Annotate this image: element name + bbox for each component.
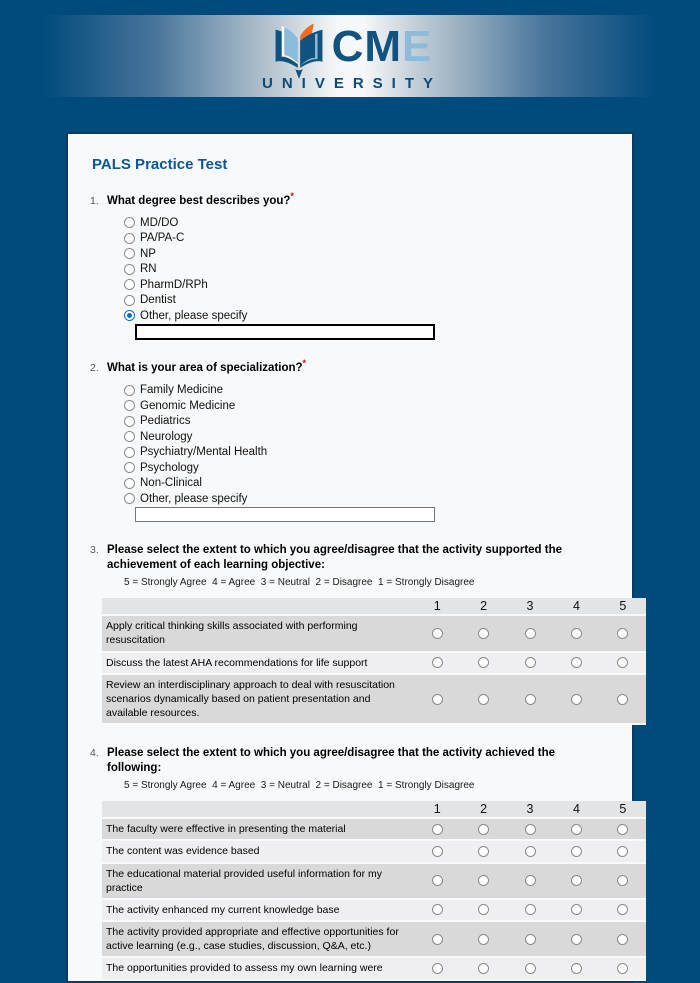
- radio-option[interactable]: [124, 398, 610, 414]
- scale-column-header: 3: [526, 599, 534, 614]
- matrix-cell-4: [553, 904, 599, 915]
- matrix-cell-2: [460, 694, 506, 705]
- radio-button[interactable]: [617, 904, 628, 915]
- radio-button[interactable]: [432, 963, 443, 974]
- matrix-cell-1: [414, 875, 460, 886]
- radio-option[interactable]: [124, 292, 610, 308]
- radio-button[interactable]: [617, 875, 628, 886]
- logo-university-text: UNIVERSITY: [261, 74, 442, 92]
- matrix-cell-1: [414, 963, 460, 974]
- radio-button[interactable]: [571, 628, 582, 639]
- matrix-cell-4: [553, 963, 599, 974]
- matrix-cell-4: [553, 934, 599, 945]
- matrix-row-label: The content was evidence based: [106, 845, 260, 858]
- scale-column-header: 4: [572, 802, 580, 817]
- matrix-header-row: [102, 801, 646, 819]
- cme-university-logo: [258, 21, 442, 92]
- question-text: What is your area of specialization?*: [107, 358, 307, 375]
- question-1-options: [124, 215, 610, 324]
- radio-button[interactable]: [571, 963, 582, 974]
- radio-button[interactable]: [525, 846, 536, 857]
- radio-option[interactable]: [124, 215, 610, 231]
- radio-button[interactable]: [124, 478, 135, 489]
- radio-button[interactable]: [571, 904, 582, 915]
- radio-button[interactable]: [124, 447, 135, 458]
- matrix-row-label: The faculty were effective in presenting the material: [106, 823, 346, 836]
- option-label: Non-Clinical: [140, 477, 202, 490]
- radio-button[interactable]: [525, 934, 536, 945]
- radio-option[interactable]: [124, 277, 610, 293]
- radio-button[interactable]: [124, 233, 135, 244]
- matrix-cell-2: [460, 846, 506, 857]
- matrix-cell-4: [553, 824, 599, 835]
- open-book-icon: [268, 21, 330, 79]
- scale-column-header: 5: [619, 599, 627, 614]
- scale-legend: 5 = Strongly Agree 4 = Agree 3 = Neutral 2 = Disagree 1 = Strongly Disagree: [124, 577, 475, 589]
- matrix-cell-3: [507, 824, 553, 835]
- matrix-cell-3: [507, 657, 553, 668]
- matrix-cell-5: [600, 628, 646, 639]
- scale-column-header: 5: [619, 802, 627, 817]
- matrix-cell-3: [507, 694, 553, 705]
- option-label: Other, please specify: [140, 309, 248, 322]
- radio-button[interactable]: [124, 295, 135, 306]
- matrix-cell-2: [460, 824, 506, 835]
- matrix-cell-1: [414, 694, 460, 705]
- question-3: [90, 543, 627, 725]
- matrix-cell-1: [414, 824, 460, 835]
- matrix-cell-1: [414, 657, 460, 668]
- matrix-cell-1: [414, 934, 460, 945]
- radio-button[interactable]: [525, 694, 536, 705]
- option-label: Neurology: [140, 430, 193, 443]
- matrix-cell-3: [507, 628, 553, 639]
- radio-button[interactable]: [124, 310, 135, 321]
- radio-button[interactable]: [617, 628, 628, 639]
- radio-button[interactable]: [124, 416, 135, 427]
- radio-button[interactable]: [525, 657, 536, 668]
- matrix-header-row: [102, 598, 646, 616]
- option-label: NP: [140, 247, 156, 260]
- header-top-strip: [0, 0, 700, 15]
- radio-button[interactable]: [478, 934, 489, 945]
- radio-option[interactable]: [124, 413, 610, 429]
- matrix-cell-4: [553, 657, 599, 668]
- matrix-header-spacer: [102, 806, 414, 812]
- radio-button[interactable]: [432, 904, 443, 915]
- radio-button[interactable]: [478, 875, 489, 886]
- radio-button[interactable]: [617, 934, 628, 945]
- matrix-cell-4: [553, 875, 599, 886]
- survey-card: [66, 132, 634, 983]
- matrix-row-label: Review an interdisciplinary approach to deal with resuscitation scenarios dynamically based on patient presentation and available resources.: [106, 678, 395, 720]
- radio-button[interactable]: [478, 628, 489, 639]
- radio-button[interactable]: [124, 431, 135, 442]
- question-number: 4.: [90, 747, 99, 760]
- matrix-cell-2: [460, 628, 506, 639]
- radio-button[interactable]: [124, 264, 135, 275]
- radio-option[interactable]: [124, 491, 610, 507]
- matrix-cell-5: [600, 904, 646, 915]
- radio-button[interactable]: [124, 248, 135, 259]
- radio-button[interactable]: [124, 279, 135, 290]
- required-asterisk: *: [290, 191, 294, 202]
- radio-button[interactable]: [571, 875, 582, 886]
- option-label: Dentist: [140, 294, 176, 307]
- logo-cme-text: CME: [331, 21, 433, 71]
- matrix-row-label: Discuss the latest AHA recommendations for life support: [106, 656, 368, 669]
- radio-button[interactable]: [478, 904, 489, 915]
- radio-button[interactable]: [432, 824, 443, 835]
- scale-column-header: 4: [572, 599, 580, 614]
- radio-button[interactable]: [525, 824, 536, 835]
- radio-button[interactable]: [617, 846, 628, 857]
- page-title: PALS Practice Test: [92, 156, 228, 173]
- matrix-cell-2: [460, 904, 506, 915]
- scale-column-header: 2: [480, 802, 488, 817]
- question-number: 3.: [90, 544, 99, 557]
- question-text: What degree best describes you?*: [107, 191, 294, 207]
- matrix-row: [102, 653, 646, 675]
- matrix-cell-3: [507, 963, 553, 974]
- matrix-row-label: The opportunities provided to assess my own learning were: [106, 962, 383, 975]
- radio-button[interactable]: [124, 462, 135, 473]
- matrix-row: [102, 841, 646, 863]
- scale-column-header: 1: [433, 802, 441, 817]
- other-specify-input[interactable]: [135, 324, 435, 340]
- radio-option[interactable]: [124, 230, 610, 246]
- matrix-cell-5: [600, 875, 646, 886]
- radio-button[interactable]: [478, 824, 489, 835]
- question-2-options: [124, 382, 610, 506]
- radio-option[interactable]: [124, 460, 610, 476]
- scale-column-header: 1: [433, 599, 441, 614]
- radio-button[interactable]: [525, 628, 536, 639]
- matrix-cell-2: [460, 875, 506, 886]
- radio-button[interactable]: [571, 824, 582, 835]
- matrix-row-label: The activity enhanced my current knowledge base: [106, 903, 340, 916]
- matrix-header-spacer: [102, 603, 414, 609]
- matrix-cell-3: [507, 846, 553, 857]
- matrix-cell-5: [600, 846, 646, 857]
- scale-column-header: 2: [480, 599, 488, 614]
- radio-option[interactable]: [124, 246, 610, 262]
- radio-button[interactable]: [124, 385, 135, 396]
- option-label: Genomic Medicine: [140, 399, 236, 412]
- matrix-row: [102, 616, 646, 652]
- radio-option[interactable]: [124, 382, 610, 398]
- question-4: [90, 746, 627, 980]
- option-label: Pediatrics: [140, 415, 191, 428]
- radio-button[interactable]: [432, 657, 443, 668]
- radio-button[interactable]: [478, 963, 489, 974]
- option-label: Other, please specify: [140, 492, 248, 505]
- matrix-cell-5: [600, 657, 646, 668]
- matrix-cell-2: [460, 963, 506, 974]
- matrix-cell-4: [553, 628, 599, 639]
- option-label: Psychiatry/Mental Health: [140, 446, 268, 459]
- matrix-rows: [102, 616, 646, 725]
- question-number: 1.: [90, 195, 99, 207]
- radio-button[interactable]: [571, 934, 582, 945]
- matrix-cell-5: [600, 694, 646, 705]
- radio-option[interactable]: [124, 429, 610, 445]
- matrix-cell-1: [414, 904, 460, 915]
- option-label: Psychology: [140, 461, 199, 474]
- matrix-row: [102, 675, 646, 726]
- radio-button[interactable]: [124, 493, 135, 504]
- matrix-cell-4: [553, 694, 599, 705]
- radio-button[interactable]: [571, 846, 582, 857]
- option-label: RN: [140, 263, 157, 276]
- radio-option[interactable]: [124, 261, 610, 277]
- matrix-cell-1: [414, 628, 460, 639]
- question-2: [90, 358, 610, 522]
- question-number: 2.: [90, 362, 99, 375]
- radio-button[interactable]: [478, 657, 489, 668]
- question-text: Please select the extent to which you agree/disagree that the activity achieved the following:: [107, 747, 556, 775]
- radio-button[interactable]: [478, 846, 489, 857]
- radio-option[interactable]: [124, 308, 610, 324]
- radio-button[interactable]: [432, 846, 443, 857]
- option-label: PA/PA-C: [140, 232, 185, 245]
- matrix-cell-2: [460, 657, 506, 668]
- matrix-cell-3: [507, 875, 553, 886]
- matrix-cell-3: [507, 904, 553, 915]
- matrix-row-label: The educational material provided useful information for my practice: [106, 867, 383, 894]
- radio-button[interactable]: [571, 657, 582, 668]
- matrix-cell-1: [414, 846, 460, 857]
- radio-button[interactable]: [617, 657, 628, 668]
- matrix-cell-2: [460, 934, 506, 945]
- matrix-row: [102, 958, 646, 980]
- required-asterisk: *: [302, 358, 307, 369]
- question-1: [90, 191, 610, 340]
- matrix-cell-5: [600, 963, 646, 974]
- radio-button[interactable]: [124, 400, 135, 411]
- radio-button[interactable]: [525, 963, 536, 974]
- matrix-cell-3: [507, 934, 553, 945]
- matrix-row: [102, 900, 646, 922]
- matrix-row: [102, 864, 646, 900]
- matrix-row-label: The activity provided appropriate and effective opportunities for active learning (e.g., case studies, discussion, Q&A, etc.): [106, 926, 399, 953]
- matrix-row: [102, 922, 646, 958]
- radio-button[interactable]: [432, 628, 443, 639]
- other-specify-input[interactable]: [135, 507, 435, 522]
- scale-legend: 5 = Strongly Agree 4 = Agree 3 = Neutral 2 = Disagree 1 = Strongly Disagree: [124, 780, 475, 792]
- matrix-row: [102, 819, 646, 841]
- radio-button[interactable]: [432, 694, 443, 705]
- radio-button[interactable]: [432, 875, 443, 886]
- radio-button[interactable]: [617, 963, 628, 974]
- matrix-cell-4: [553, 846, 599, 857]
- question-text: Please select the extent to which you agree/disagree that the activity supported the achievement of each learning objective:: [107, 544, 563, 572]
- radio-button[interactable]: [124, 217, 135, 228]
- radio-option[interactable]: [124, 444, 610, 460]
- radio-button[interactable]: [525, 904, 536, 915]
- option-label: PharmD/RPh: [140, 278, 208, 291]
- matrix-cell-5: [600, 934, 646, 945]
- question-3-matrix: [102, 598, 646, 725]
- option-label: Family Medicine: [140, 384, 224, 397]
- option-label: MD/DO: [140, 216, 179, 229]
- radio-button[interactable]: [432, 934, 443, 945]
- question-4-matrix: [102, 801, 646, 980]
- radio-button[interactable]: [617, 694, 628, 705]
- radio-button[interactable]: [525, 875, 536, 886]
- radio-button[interactable]: [571, 694, 582, 705]
- matrix-row-label: Apply critical thinking skills associated with performing resuscitation: [106, 620, 358, 647]
- radio-button[interactable]: [478, 694, 489, 705]
- matrix-cell-5: [600, 824, 646, 835]
- radio-button[interactable]: [617, 824, 628, 835]
- scale-column-header: 3: [526, 802, 534, 817]
- radio-option[interactable]: [124, 475, 610, 491]
- matrix-rows: [102, 819, 646, 980]
- header-banner: [0, 15, 700, 97]
